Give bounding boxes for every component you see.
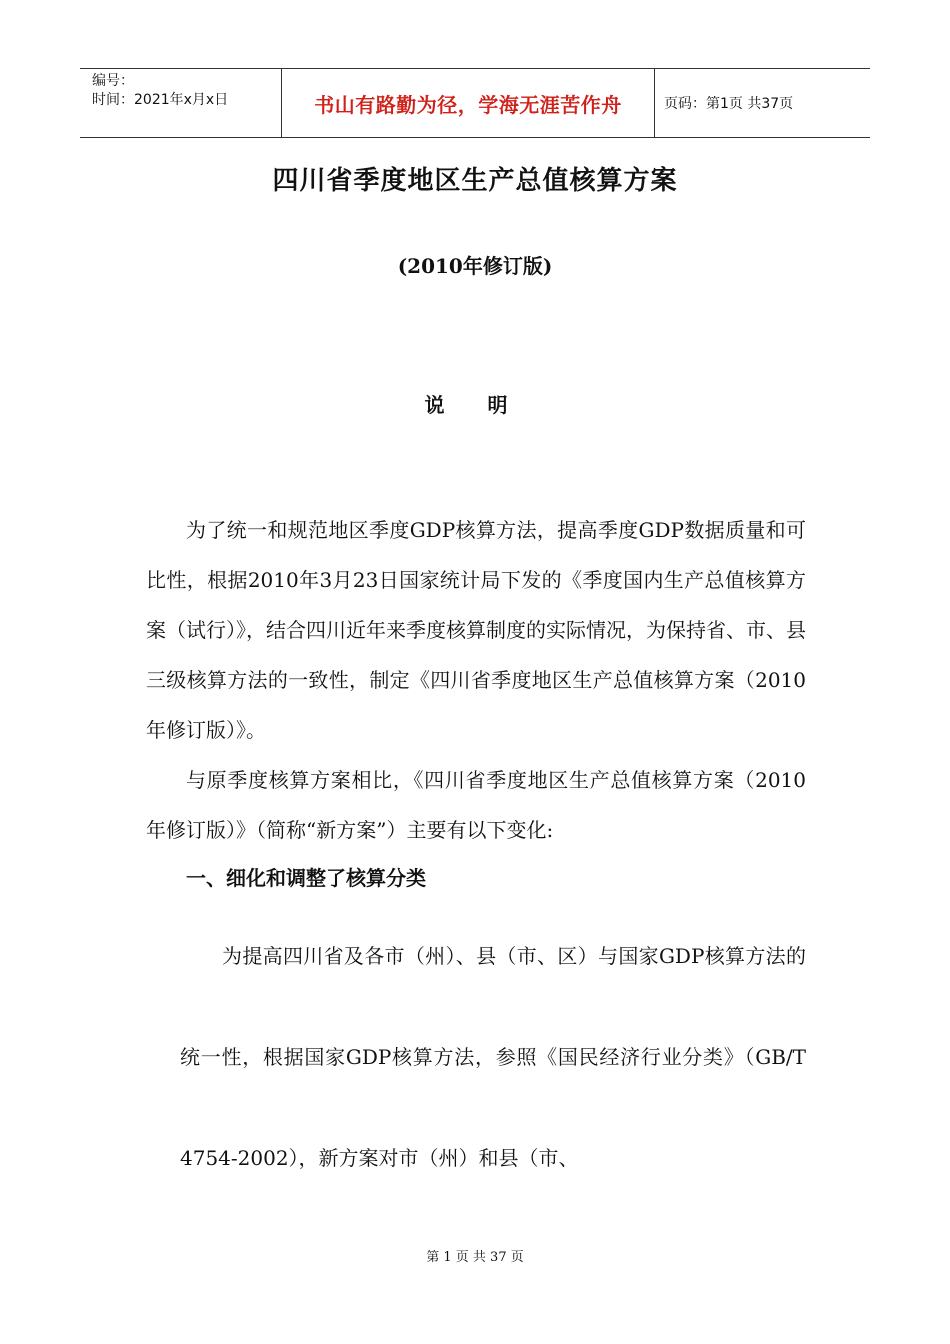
page-footer: 第 1 页 共 37 页 — [426, 1250, 524, 1265]
document-title: 四川省季度地区生产总值核算方案 — [272, 166, 678, 196]
paragraph-2: 与原季度核算方案相比，《四川省季度地区生产总值核算方案（2010年修订版）》（简称“新方案”）主要有以下变化: — [146, 768, 806, 842]
header-meta — [92, 72, 228, 110]
paragraph-1: 为了统一和规范地区季度GDP核算方法，提高季度GDP数据质量和可比性，根据2010年3月23日国家统计局下发的《季度国内生产总值核算方案（试行）》，结合四川近年来季度核算制度的实际情况，为保持省、市、县三级核算方法的一致性，制定《四川省季度地区生产总值核算方案（2010年修订版）》。 — [146, 518, 806, 742]
section-heading: 说 明 — [424, 393, 526, 417]
time-label: 时间：2021年x月x日 — [92, 92, 229, 108]
number-label: 编号： — [92, 73, 134, 89]
subheading-1: 一、细化和调整了核算分类 — [186, 866, 426, 890]
paragraph-3: 为提高四川省及各市（州）、县（市、区）与国家GDP核算方法的统一性，根据国家GDP核算方法，参照《国民经济行业分类》（GB/T 4754-2002），新方案对市（州）和县（市、 — [180, 944, 806, 1170]
document-subtitle: (2010年修订版) — [397, 254, 553, 278]
header-motto: 书山有路勤为径，学海无涯苦作舟 — [314, 92, 622, 117]
header-table — [80, 68, 870, 138]
header-divider-2 — [654, 69, 655, 137]
header-page-info: 页码：第1页 共37页 — [664, 96, 794, 112]
